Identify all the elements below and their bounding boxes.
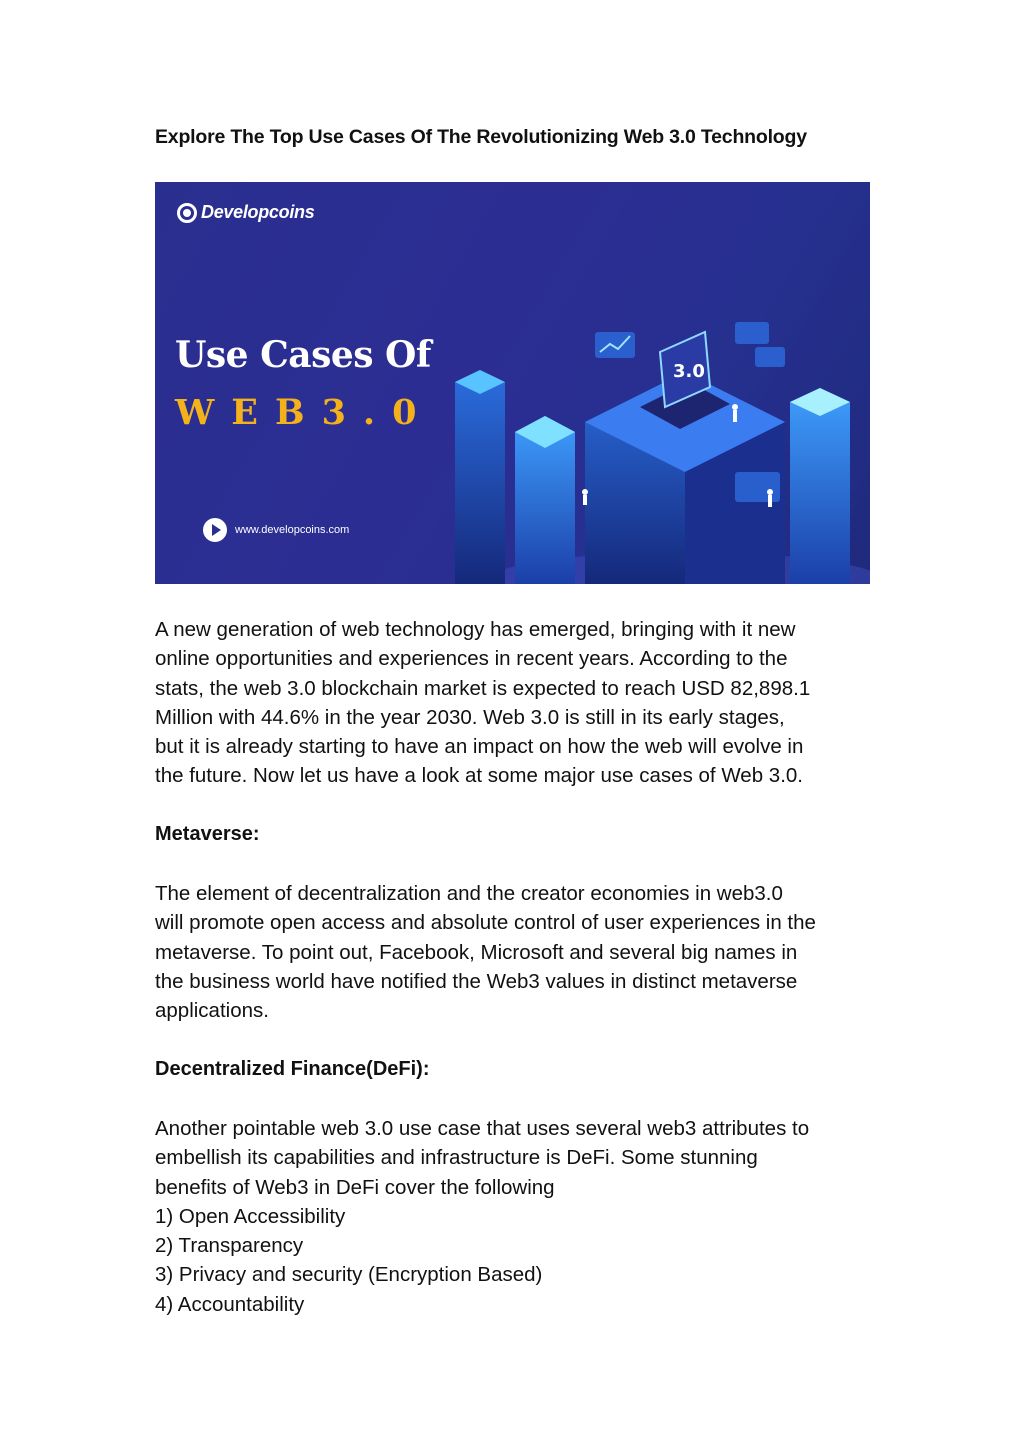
text-line: A new generation of web technology has emerged, bringing with it new bbox=[155, 618, 796, 641]
text-line: the future. Now let us have a look at some major use cases of Web 3.0. bbox=[155, 764, 803, 788]
metaverse-paragraph bbox=[155, 879, 870, 1025]
banner-heading-line1: Use Cases Of bbox=[175, 334, 431, 376]
list-item: 2) Transparency bbox=[155, 1234, 304, 1258]
play-arrow-icon bbox=[203, 518, 227, 542]
section-heading-metaverse: Metaverse: bbox=[155, 823, 260, 845]
text-line: Million with 44.6% in the year 2030. Web 3.0 is still in its early stages, bbox=[155, 705, 785, 729]
document-title: Explore The Top Use Cases Of The Revolutionizing Web 3.0 Technology bbox=[155, 126, 807, 148]
text-line: stats, the web 3.0 blockchain market is expected to reach USD 82,898.1 bbox=[155, 676, 811, 700]
text-line: applications. bbox=[155, 999, 269, 1023]
text-line: but it is already starting to have an impact on how the web will evolve in bbox=[155, 735, 804, 759]
banner-website bbox=[203, 518, 349, 542]
text-line: the business world have notified the Web3 values in distinct metaverse bbox=[155, 969, 798, 993]
text-line: will promote open access and absolute control of user experiences in the bbox=[155, 911, 816, 935]
developcoins-logo bbox=[177, 202, 314, 223]
list-item: 4) Accountability bbox=[155, 1292, 305, 1316]
logo-mark-icon bbox=[177, 203, 197, 223]
screen-3-0-label: 3.0 bbox=[673, 361, 705, 382]
logo-wordmark: Developcoins bbox=[201, 202, 315, 222]
banner-heading-line2: WEB3.0 bbox=[175, 392, 434, 433]
text-line: benefits of Web3 in DeFi cover the following bbox=[155, 1175, 555, 1199]
defi-paragraph bbox=[155, 1114, 870, 1319]
hero-banner-image bbox=[155, 182, 870, 584]
text-line: The element of decentralization and the creator economies in web3.0 bbox=[155, 882, 783, 905]
list-item: 1) Open Accessibility bbox=[155, 1204, 346, 1228]
intro-paragraph bbox=[155, 615, 870, 791]
text-line: embellish its capabilities and infrastructure is DeFi. Some stunning bbox=[155, 1146, 758, 1170]
text-line: Another pointable web 3.0 use case that uses several web3 attributes to bbox=[155, 1117, 810, 1140]
text-line: online opportunities and experiences in recent years. According to the bbox=[155, 647, 788, 671]
section-heading-defi: Decentralized Finance(DeFi): bbox=[155, 1058, 430, 1080]
text-line: metaverse. To point out, Facebook, Microsoft and several big names in bbox=[155, 940, 798, 964]
banner-url: www.developcoins.com bbox=[235, 524, 350, 536]
isometric-city-illustration bbox=[435, 312, 870, 584]
list-item: 3) Privacy and security (Encryption Based) bbox=[155, 1263, 543, 1287]
